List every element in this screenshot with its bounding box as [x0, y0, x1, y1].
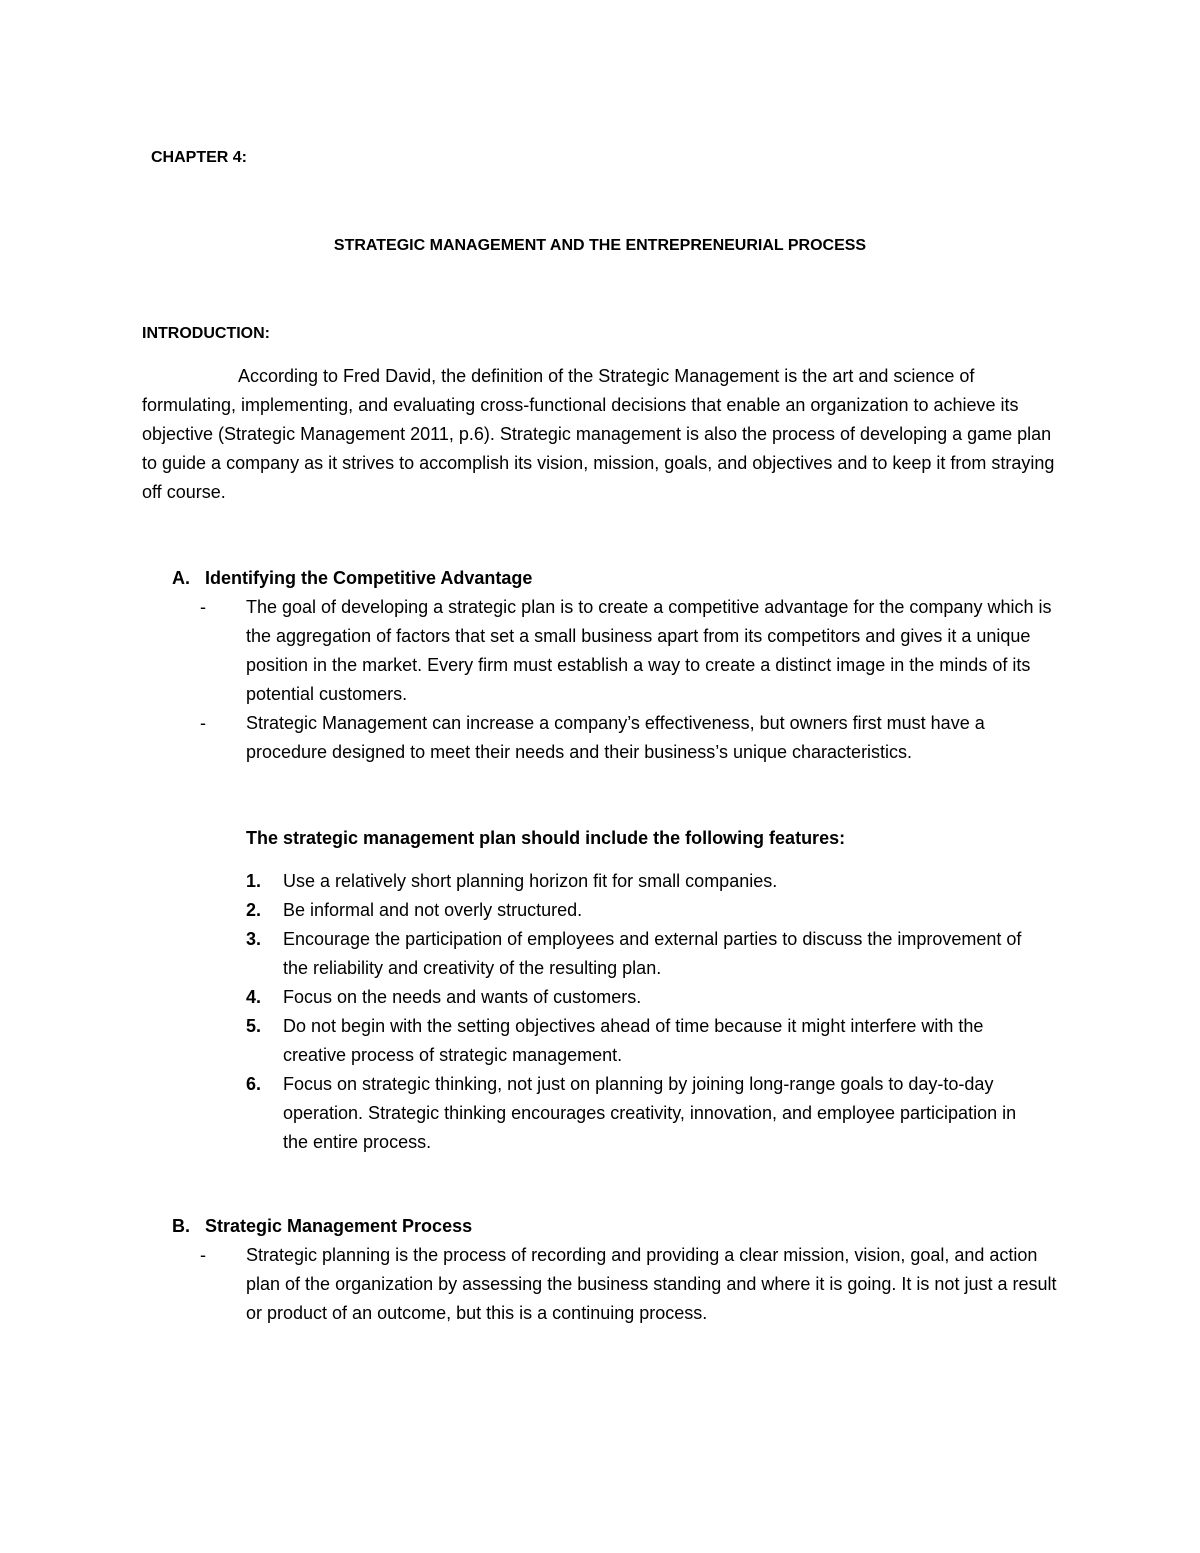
bullet-text: The goal of developing a strategic plan is to create a competitive advantage for the company which is the aggregation of factors that set a small business apart from its competitors and gives it a unique position in the market. Every firm must establish a way to create a distinct image in the minds of its potential customers. — [246, 597, 1052, 704]
dash-bullet: - — [200, 713, 206, 733]
item-text: Focus on the needs and wants of customers. — [283, 987, 642, 1007]
section-a-bullet-list — [200, 593, 1060, 767]
list-item — [246, 896, 1046, 925]
introduction-paragraph: According to Fred David, the definition of the Strategic Management is the art and science of formulating, implementing, and evaluating cross-functional decisions that enable an organization to achieve its objective (Strategic Management 2011, p.6). Strategic management is also the process of developing a game plan to guide a company as it strives to accomplish its vision, mission, goals, and objectives and to keep it from straying off course. — [142, 366, 1055, 502]
item-number: 2. — [246, 900, 262, 920]
item-number: 5. — [246, 1016, 262, 1036]
item-text: Use a relatively short planning horizon fit for small companies. — [283, 871, 778, 891]
item-text: Focus on strategic thinking, not just on planning by joining long-range goals to day-to-day operation. Strategic thinking encourages creativity, innovation, and employee participation in the entire process. — [283, 1074, 1017, 1152]
dash-bullet: - — [200, 597, 206, 617]
list-item — [200, 593, 1060, 709]
list-item — [246, 983, 1046, 1012]
list-item — [246, 925, 1046, 983]
item-text: Encourage the participation of employees and external parties to discuss the improvement of the reliability and creativity of the resulting plan. — [283, 929, 1022, 978]
features-heading: The strategic management plan should include the following features: — [246, 828, 846, 848]
bullet-text: Strategic planning is the process of recording and providing a clear mission, vision, goal, and action plan of the organization by assessing the business standing and where it is going. It is not just a result or product of an outcome, but this is a continuing process. — [246, 1245, 1057, 1323]
list-item — [200, 1241, 1060, 1328]
document-title: STRATEGIC MANAGEMENT AND THE ENTREPRENEURIAL PROCESS — [333, 237, 867, 254]
section-b-bullet-list — [200, 1241, 1060, 1328]
features-numbered-list — [246, 867, 1046, 1157]
item-number: 1. — [246, 871, 262, 891]
dash-bullet: - — [200, 1245, 206, 1265]
item-number: 6. — [246, 1074, 262, 1094]
item-text: Do not begin with the setting objectives ahead of time because it might interfere with the creative process of strategic management. — [283, 1016, 984, 1065]
chapter-label: CHAPTER 4: — [151, 149, 248, 166]
bullet-text: Strategic Management can increase a company’s effectiveness, but owners first must have a procedure designed to meet their needs and their business’s unique characteristics. — [246, 713, 985, 762]
section-b-title: Strategic Management Process — [205, 1216, 473, 1236]
list-item — [200, 709, 1060, 767]
item-number: 3. — [246, 929, 262, 949]
section-a-title: Identifying the Competitive Advantage — [205, 568, 533, 588]
section-a-letter: A. — [172, 568, 190, 588]
section-a-heading — [172, 564, 532, 593]
section-b-heading — [172, 1212, 472, 1241]
item-number: 4. — [246, 987, 262, 1007]
list-item — [246, 1012, 1046, 1070]
list-item — [246, 1070, 1046, 1157]
section-b-letter: B. — [172, 1216, 190, 1236]
item-text: Be informal and not overly structured. — [283, 900, 583, 920]
introduction-heading: INTRODUCTION: — [142, 325, 270, 342]
list-item — [246, 867, 1046, 896]
